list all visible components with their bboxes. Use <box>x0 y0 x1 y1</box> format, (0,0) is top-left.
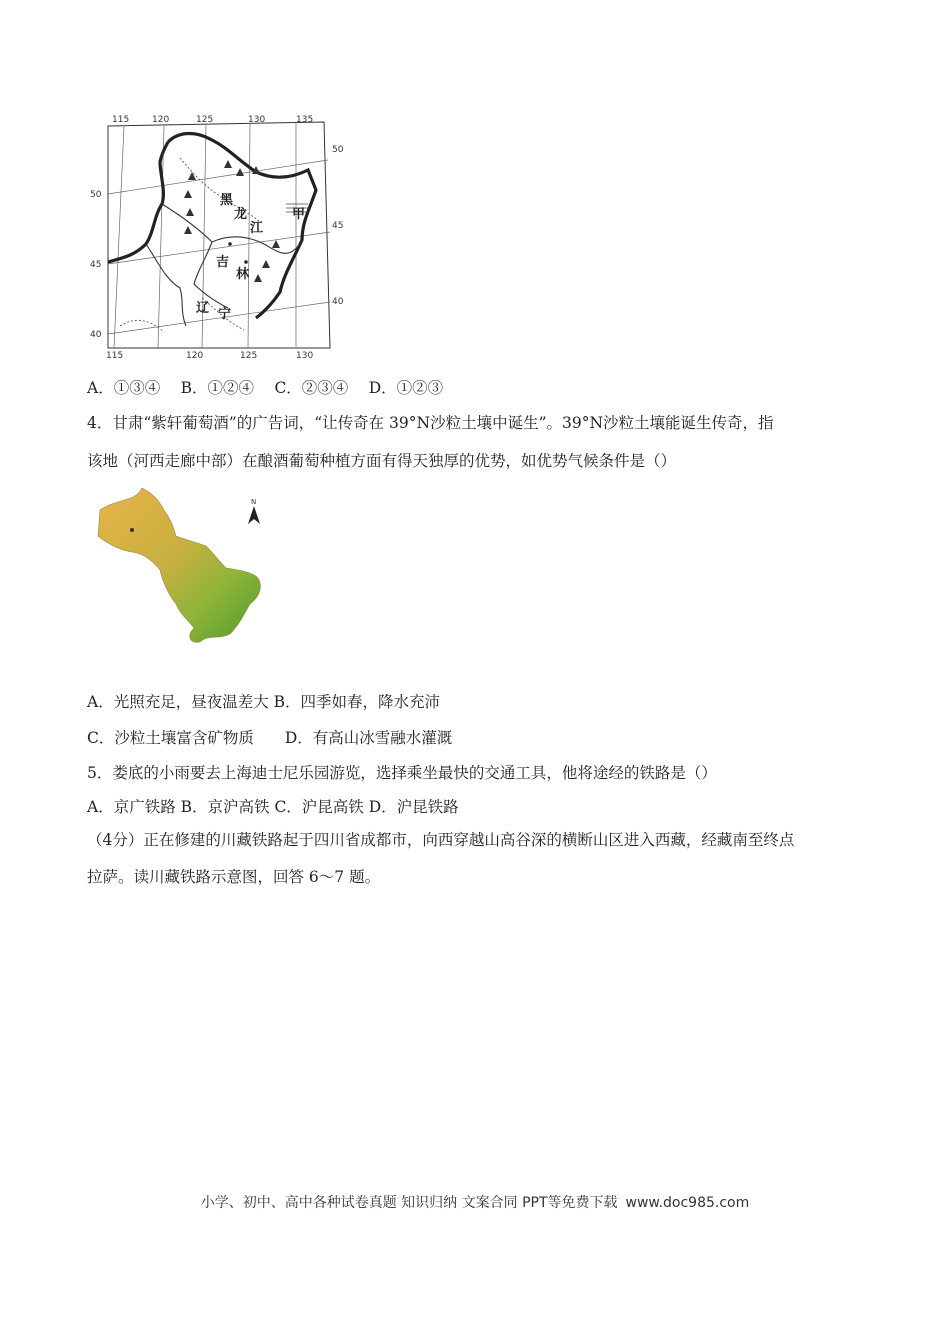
lon-tick-top: 120 <box>152 115 170 125</box>
q4-stem-line2: 该地（河西走廊中部）在酿酒葡萄种植方面有得天独厚的优势，如优势气候条件是（） <box>87 452 677 470</box>
lat-tick-left: 50 <box>90 190 102 200</box>
lon-tick-bottom: 125 <box>240 351 258 360</box>
lon-tick-top: 130 <box>248 115 266 125</box>
lon-tick-top: 115 <box>112 115 130 125</box>
intro-q6-7-line2: 拉萨。读川藏铁路示意图，回答 6～7 题。 <box>87 868 381 886</box>
footer-url: www.doc985.com <box>625 1195 750 1211</box>
q4-stem-line1: 4．甘肃“紫轩葡萄酒”的广告词，“让传奇在 39°N沙粒土壤中诞生”。39°N沙粒土壤能诞生传奇，指 <box>87 414 774 432</box>
svg-text:N: N <box>251 498 257 506</box>
lat-tick-right: 45 <box>332 221 344 231</box>
northeast-china-map <box>88 112 350 360</box>
q5-options: A．京广铁路 B．京沪高铁 C．沪昆高铁 D．沪昆铁路 <box>87 798 459 816</box>
north-arrow-icon <box>248 498 260 524</box>
page-footer <box>0 1192 950 1212</box>
province-label: 宁 <box>218 307 232 322</box>
province-label: 林 <box>236 267 250 282</box>
lon-tick-bottom: 130 <box>296 351 314 360</box>
region-label-jia: 甲 <box>292 207 306 222</box>
footer-text: 小学、初中、高中各种试卷真题 知识归纳 文案合同 PPT等免费下载 <box>200 1195 618 1211</box>
lat-tick-right: 40 <box>332 297 344 307</box>
province-label: 黑 <box>220 193 234 208</box>
lon-tick-bottom: 120 <box>186 351 204 360</box>
lon-tick-top: 125 <box>196 115 214 125</box>
province-label: 江 <box>250 221 264 236</box>
gansu-map <box>90 484 290 646</box>
province-label: 辽 <box>196 301 210 316</box>
province-label: 龙 <box>234 207 248 222</box>
q3-options: A．①③④ B．①②④ C．②③④ D．①②③ <box>87 379 444 397</box>
q5-stem: 5．娄底的小雨要去上海迪士尼乐园游览，选择乘坐最快的交通工具，他将途经的铁路是（） <box>87 764 717 782</box>
lon-tick-bottom: 115 <box>106 351 124 360</box>
q4-options-line2: C．沙粒土壤富含矿物质 D．有高山冰雪融水灌溉 <box>87 729 453 747</box>
lat-tick-left: 40 <box>90 330 102 340</box>
lat-tick-left: 45 <box>90 260 102 270</box>
intro-q6-7-line1: （4分）正在修建的川藏铁路起于四川省成都市，向西穿越山高谷深的横断山区进入西藏，经藏南至终点 <box>87 831 795 849</box>
lat-tick-right: 50 <box>332 145 344 155</box>
lon-tick-top: 135 <box>296 115 314 125</box>
province-label: 吉 <box>216 255 230 270</box>
q4-options-line1: A．光照充足，昼夜温差大 B．四季如春，降水充沛 <box>87 693 441 711</box>
